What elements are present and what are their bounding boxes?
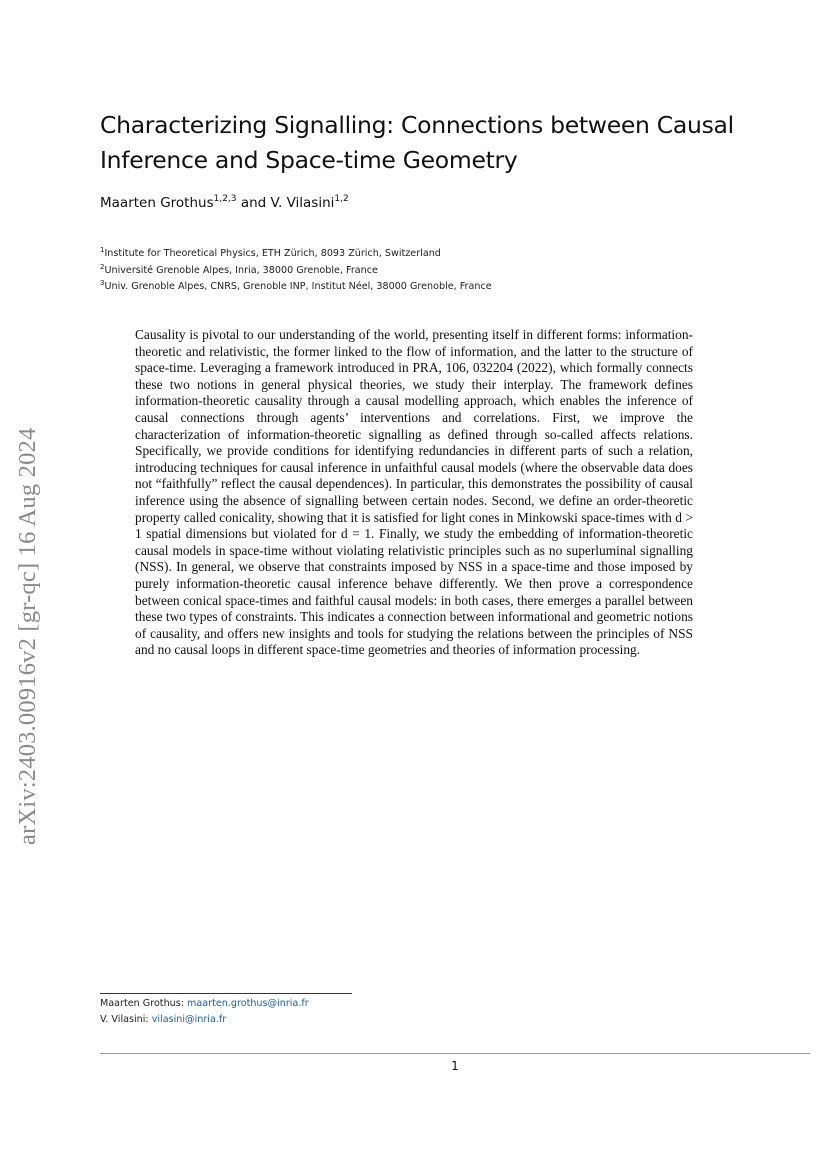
- affiliation-item: [100, 263, 492, 280]
- footnote-divider: [100, 993, 352, 994]
- author-name: V. Vilasini: [270, 195, 335, 211]
- affiliation-mark: 1: [100, 246, 105, 254]
- author-affiliation-marks: 1,2,3: [213, 194, 237, 204]
- affiliation-mark: 2: [100, 262, 105, 271]
- author-joiner: and: [240, 195, 267, 211]
- email-link[interactable]: maarten.grothus@inria.fr: [187, 998, 309, 1009]
- affiliation-list: [100, 246, 492, 296]
- affiliation-item: [100, 279, 492, 296]
- affiliation-text: Univ. Grenoble Alpes, CNRS, Grenoble INP, Institut Néel, 38000 Grenoble, France: [104, 281, 492, 292]
- author-list: [100, 195, 349, 211]
- email-link[interactable]: vilasini@inria.fr: [151, 1014, 227, 1025]
- affiliation-item: [100, 246, 492, 263]
- author-affiliation-marks: 1,2: [334, 194, 349, 204]
- page-divider: [100, 1053, 810, 1054]
- abstract-text: Causality is pivotal to our understanding of the world, presenting itself in different forms: information-theoretic and relativistic, the former linked to the flow of information, and the latter to the structure of space-time. Leveraging a framework introduced in PRA, 106, 032204 (2022), which formally connects these two notions in general physical theories, we study their interplay. The framework defines information-theoretic causality through a causal modelling approach, which enables the inference of causal connections through agents’ interventions and correlations. First, we improve the characterization of information-theoretic signalling as defined through so-called affects relations. Specifically, we provide conditions for identifying redundancies in different parts of such a relation, introducing techniques for causal inference in unfaithful causal models (where the observable data does not “faithfully” reflect the causal dependences). In particular, this demonstrates the possibility of causal inference using the absence of signalling between certain nodes. Second, we define an order-theoretic property called conicality, showing that it is satisfied for light cones in Minkowski space-times with d > 1 spatial dimensions but violated for d = 1. Finally, we study the embedding of information-theoretic causal models in space-time without violating relativistic principles such as no superluminal signalling (NSS). In general, we observe that constraints imposed by NSS in a space-time and those imposed by purely information-theoretic causal inference behave differently. We then prove a correspondence between conical space-times and faithful causal models: in both cases, there emerges a parallel between these two types of constraints. This indicates a connection between informational and geometric notions of causality, and offers new insights and tools for studying the relations between the principles of NSS and no causal loops in different space-time geometries and theories of information processing.: [135, 327, 693, 658]
- footnote-label: V. Vilasini:: [100, 1014, 149, 1025]
- footnote-item: [100, 996, 309, 1012]
- author-name: Maarten Grothus: [100, 195, 214, 211]
- footnote-item: [100, 1012, 309, 1028]
- paper-title: Characterizing Signalling: Connections between Causal Inference and Space-time Geometry: [100, 111, 734, 174]
- page-number: 1: [451, 1059, 459, 1073]
- footnote-label: Maarten Grothus:: [100, 998, 184, 1009]
- affiliation-text: Université Grenoble Alpes, Inria, 38000 Grenoble, France: [104, 264, 378, 276]
- affiliation-mark: 3: [100, 279, 105, 287]
- arxiv-identifier-stamp: arXiv:2403.00916v2 [gr-qc] 16 Aug 2024: [14, 427, 41, 845]
- affiliation-text: Institute for Theoretical Physics, ETH Zürich, 8093 Zürich, Switzerland: [104, 248, 441, 259]
- footnotes: [100, 996, 309, 1028]
